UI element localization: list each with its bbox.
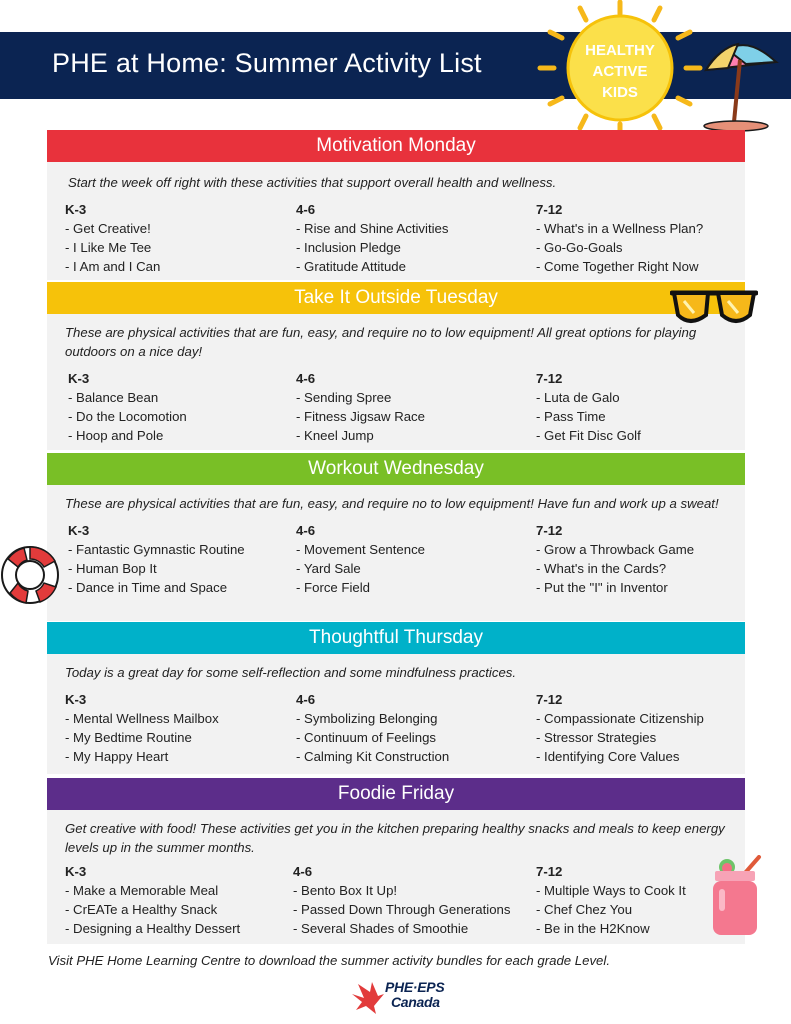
grade-label: 4-6 [296, 523, 316, 538]
section-banner: Foodie Friday [47, 778, 745, 810]
smoothie-jar-icon [705, 855, 767, 937]
grade-label: K-3 [68, 371, 90, 386]
column-4-6 [296, 521, 425, 597]
section-intro: These are physical activities that are fun, easy, and require no to low equipment! All great options for playing outdoors on a nice day! [65, 325, 697, 359]
activity-item: - Continuum of Feelings [296, 730, 437, 745]
column-4-6 [296, 369, 425, 445]
grade-label: 4-6 [293, 864, 313, 879]
activity-item: - Symbolizing Belonging [296, 711, 438, 726]
grade-label: 7-12 [536, 692, 563, 707]
logo-line: PHE·EPS [385, 979, 445, 995]
activity-item: - Several Shades of Smoothie [293, 921, 469, 936]
page-title: PHE at Home: Summer Activity List [52, 48, 482, 78]
activity-item: - Compassionate Citizenship [536, 711, 704, 726]
section-foodie-friday [47, 778, 745, 944]
section-thoughtful-thursday [47, 622, 745, 774]
activity-item: - Balance Bean [68, 390, 159, 405]
section-intro: These are physical activities that are fun, easy, and require no to low equipment! Have fun and work up a sweat! [65, 496, 719, 511]
activity-item: - What's in a Wellness Plan? [536, 221, 704, 236]
activity-item: - Force Field [296, 580, 371, 595]
grade-label: 7-12 [536, 371, 563, 386]
activity-item: - Gratitude Attitude [296, 259, 406, 274]
badge-line: HEALTHY [585, 42, 655, 59]
activity-item: - CrEATe a Healthy Snack [65, 902, 218, 917]
grade-label: K-3 [65, 864, 87, 879]
activity-item: - I Am and I Can [65, 259, 161, 274]
activity-item: - Get Creative! [65, 221, 151, 236]
column-k3 [68, 521, 245, 597]
column-7-12 [536, 862, 686, 938]
section-intro: Start the week off right with these activities that support overall health and wellness. [68, 175, 557, 190]
activity-item: - Luta de Galo [536, 390, 620, 405]
activity-item: - Get Fit Disc Golf [536, 428, 641, 443]
activity-item: - Come Together Right Now [536, 259, 699, 274]
activity-item: - Fitness Jigsaw Race [296, 409, 425, 424]
activity-item: - Human Bop It [68, 561, 157, 576]
section-banner: Take It Outside Tuesday [47, 282, 745, 314]
activity-item: - Rise and Shine Activities [296, 221, 449, 236]
section-workout-wednesday [47, 453, 745, 621]
activity-item: - Multiple Ways to Cook It [536, 883, 686, 898]
phe-canada-logo-icon [350, 980, 386, 1016]
column-k3 [65, 862, 240, 938]
activity-item: - Put the "I" in Inventor [536, 580, 668, 595]
column-7-12 [536, 369, 641, 445]
column-4-6 [293, 862, 510, 938]
badge-line: ACTIVE [592, 63, 648, 80]
activity-item: - Yard Sale [296, 561, 361, 576]
activity-item: - What's in the Cards? [536, 561, 667, 576]
healthy-active-kids-badge [565, 40, 675, 103]
logo-line: Canada [391, 994, 440, 1010]
activity-item: - My Happy Heart [65, 749, 169, 764]
column-7-12 [536, 690, 704, 766]
column-k3 [65, 690, 219, 766]
grade-label: 4-6 [296, 692, 316, 707]
activity-item: - Bento Box It Up! [293, 883, 398, 898]
column-k3 [65, 200, 160, 276]
activity-item: - Go-Go-Goals [536, 240, 623, 255]
section-intro: Get creative with food! These activities get you in the kitchen preparing healthy snacks and meals to keep energy levels up in the summer months. [65, 821, 725, 855]
activity-item: - Sending Spree [296, 390, 392, 405]
sunglasses-icon [670, 285, 758, 331]
section-motivation-monday [47, 130, 745, 280]
beach-umbrella-icon [698, 30, 780, 132]
activity-item: - Chef Chez You [536, 902, 633, 917]
section-intro: Today is a great day for some self-reflection and some mindfulness practices. [65, 665, 517, 680]
activity-item: - Mental Wellness Mailbox [65, 711, 219, 726]
activity-item: - Pass Time [536, 409, 606, 424]
activity-item: - Stressor Strategies [536, 730, 657, 745]
column-7-12 [536, 521, 694, 597]
grade-label: 7-12 [536, 523, 563, 538]
grade-label: 7-12 [536, 864, 563, 879]
activity-item: - I Like Me Tee [65, 240, 152, 255]
life-ring-icon [0, 537, 64, 613]
activity-item: - Kneel Jump [296, 428, 374, 443]
section-banner: Workout Wednesday [47, 453, 745, 485]
column-k3 [68, 369, 187, 445]
grade-label: 4-6 [296, 202, 316, 217]
activity-item: - Fantastic Gymnastic Routine [68, 542, 245, 557]
section-banner: Motivation Monday [47, 130, 745, 162]
section-banner: Thoughtful Thursday [47, 622, 745, 654]
activity-item: - Hoop and Pole [68, 428, 164, 443]
grade-label: K-3 [65, 202, 87, 217]
footer-note: Visit PHE Home Learning Centre to download the summer activity bundles for each grade Level. [48, 953, 610, 968]
activity-item: - Identifying Core Values [536, 749, 680, 764]
activity-item: - Calming Kit Construction [296, 749, 450, 764]
grade-label: K-3 [68, 523, 90, 538]
phe-canada-logo [385, 980, 444, 1010]
activity-item: - Dance in Time and Space [68, 580, 228, 595]
grade-label: 4-6 [296, 371, 316, 386]
activity-item: - Inclusion Pledge [296, 240, 401, 255]
activity-item: - Movement Sentence [296, 542, 426, 557]
activity-item: - Grow a Throwback Game [536, 542, 695, 557]
grade-label: 7-12 [536, 202, 563, 217]
column-4-6 [296, 200, 448, 276]
column-4-6 [296, 690, 449, 766]
activity-item: - Make a Memorable Meal [65, 883, 219, 898]
activity-item: - My Bedtime Routine [65, 730, 192, 745]
grade-label: K-3 [65, 692, 87, 707]
activity-item: - Be in the H2Know [536, 921, 650, 936]
badge-line: KIDS [602, 84, 638, 101]
column-7-12 [536, 200, 703, 276]
section-take-it-outside-tuesday [47, 282, 745, 450]
activity-item: - Passed Down Through Generations [293, 902, 511, 917]
activity-item: - Designing a Healthy Dessert [65, 921, 241, 936]
activity-item: - Do the Locomotion [68, 409, 187, 424]
